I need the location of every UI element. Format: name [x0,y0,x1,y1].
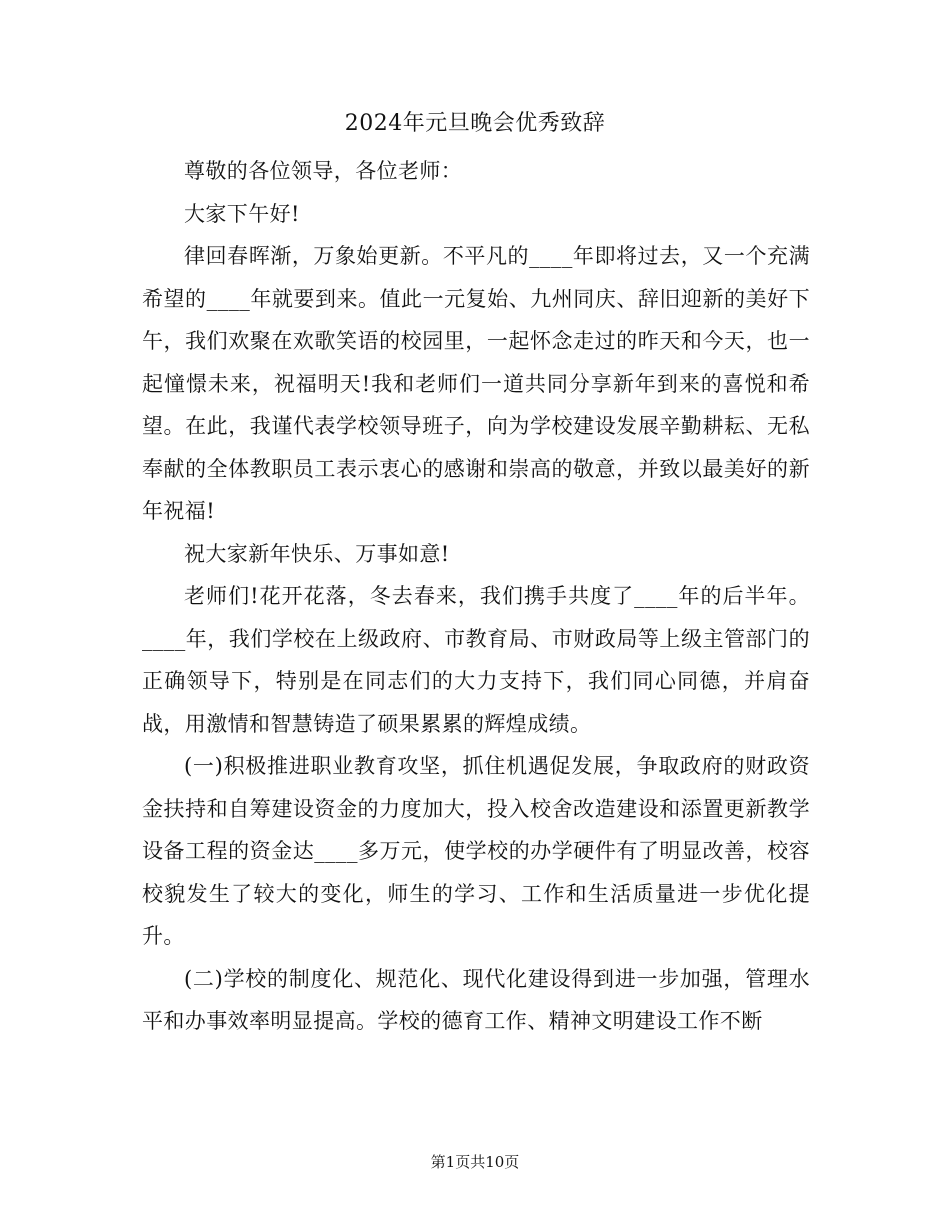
achievement-one-paragraph: (一)积极推进职业教育攻坚，抓住机遇促发展，争取政府的财政资金扶持和自筹建设资金的力度加大，投入校舍改造建设和添置更新教学设备工程的资金达____多万元，使学校的办学硬件有了明显改善，校容校貌发生了较大的变化，师生的学习、工作和生活质量进一步优化提升。 [142,754,810,948]
document-body [142,150,810,1043]
document-title: 2024年元旦晚会优秀致辞 [344,111,606,136]
opening-paragraph: 律回春晖渐，万象始更新。不平凡的____年即将过去，又一个充满希望的____年就要到来。值此一元复始、九州同庆、辞旧迎新的美好下午，我们欢聚在欢歌笑语的校园里，一起怀念走过的昨天和今天，也一起憧憬未来，祝福明天!我和老师们一道共同分享新年到来的喜悦和希望。在此，我谨代表学校领导班子，向为学校建设发展辛勤耕耘、无私奉献的全体教职员工表示衷心的感谢和崇高的敬意，并致以最美好的新年祝福! [142,244,810,523]
wishes-paragraph: 祝大家新年快乐、万事如意! [184,541,450,566]
page-number-footer: 第1页共10页 [430,1153,520,1171]
salutation-paragraph: 尊敬的各位领导，各位老师： [184,159,463,183]
review-paragraph: 老师们!花开花落，冬去春来，我们携手共度了____年的后半年。____年，我们学校在上级政府、市教育局、市财政局等上级主管部门的正确领导下，特别是在同志们的大力支持下，我们同心同德，并肩奋战，用激情和智慧铸造了硕果累累的辉煌成绩。 [142,584,810,736]
achievement-two-paragraph: (二)学校的制度化、规范化、现代化建设得到进一步加强，管理水平和办事效率明显提高。学校的德育工作、精神文明建设工作不断 [142,966,810,1033]
greeting-paragraph: 大家下午好! [184,201,300,226]
